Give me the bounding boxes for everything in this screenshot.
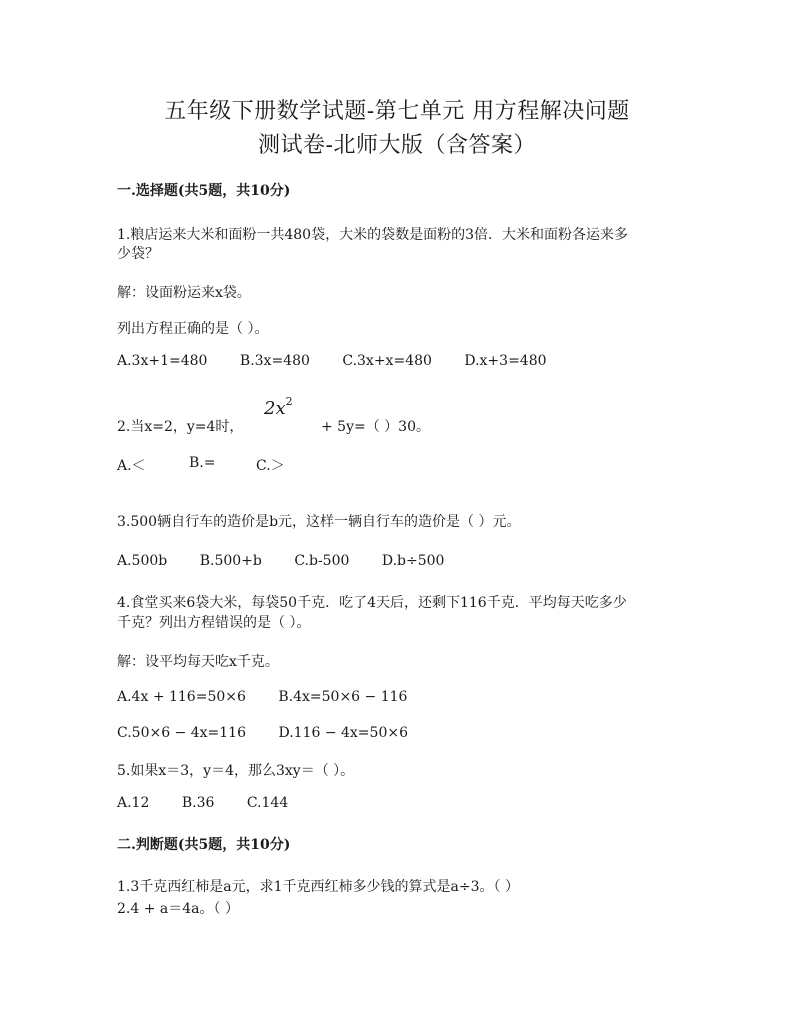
section-heading-choice: 一.选择题(共5题，共10分): [117, 183, 291, 199]
question-4-text-line1: 4.食堂买来6袋大米，每袋50千克．吃了4天后，还剩下116千克．平均每天吃多少: [117, 595, 627, 611]
question-1-text-line2: 少袋？: [117, 246, 159, 262]
option-d[interactable]: D.116 − 4x=50×6: [278, 725, 408, 741]
question-4-options-row1: [117, 689, 435, 705]
option-b[interactable]: B.500+b: [199, 553, 262, 569]
option-b[interactable]: B.4x=50×6 − 116: [278, 689, 408, 705]
formula-base: 2x: [264, 398, 286, 419]
question-3-text: 3.500辆自行车的造价是b元，这样一辆自行车的造价是（ ）元。: [117, 514, 521, 530]
question-1-options: [117, 353, 575, 369]
option-a[interactable]: A.12: [117, 795, 150, 811]
question-4-solution: 解：设平均每天吃x千克。: [117, 654, 279, 670]
option-b[interactable]: B.=: [189, 455, 216, 471]
question-2-suffix: + 5y=（ ）30。: [321, 419, 430, 435]
option-c[interactable]: C.b-500: [294, 553, 350, 569]
option-a[interactable]: A.3x+1=480: [117, 353, 208, 369]
option-a[interactable]: A.500b: [117, 553, 168, 569]
question-5-options: [117, 795, 316, 811]
option-b[interactable]: B.36: [181, 795, 215, 811]
option-c[interactable]: C.＞: [256, 458, 285, 474]
formula-exponent: 2: [285, 395, 293, 408]
option-a[interactable]: A.＜: [117, 458, 146, 474]
option-d[interactable]: D.b÷500: [381, 553, 445, 569]
judgement-question-1: 1.3千克西红柿是a元，求1千克西红柿多少钱的算式是a÷3。（ ）: [117, 879, 519, 895]
judgement-question-2: 2.4 + a＝4a。（ ）: [117, 901, 239, 917]
question-1-prompt: 列出方程正确的是（ ）。: [117, 321, 269, 337]
option-c[interactable]: C.144: [246, 795, 289, 811]
section-heading-judgement: 二.判断题(共5题，共10分): [117, 837, 291, 853]
option-c[interactable]: C.3x+x=480: [342, 353, 432, 369]
option-a[interactable]: A.4x + 116=50×6: [117, 689, 246, 705]
question-2-formula: [264, 397, 293, 419]
question-1-text-line1: 1.粮店运来大米和面粉一共480袋，大米的袋数是面粉的3倍．大米和面粉各运来多: [117, 227, 628, 243]
question-3-options: [117, 553, 472, 569]
question-1-solution: 解：设面粉运来x袋。: [117, 285, 251, 301]
option-d[interactable]: D.x+3=480: [464, 353, 547, 369]
option-b[interactable]: B.3x=480: [239, 353, 310, 369]
document-title-line1: 五年级下册数学试题-第七单元 用方程解决问题: [164, 99, 630, 124]
question-2-prefix: 2.当x=2，y=4时，: [117, 419, 244, 435]
option-c[interactable]: C.50×6 − 4x=116: [117, 725, 247, 741]
question-5-text: 5.如果x＝3，y＝4，那么3xy＝（ ）。: [117, 763, 355, 779]
question-4-text-line2: 千克？列出方程错误的是（ ）。: [117, 615, 311, 631]
question-4-options-row2: [117, 725, 436, 741]
document-title-line2: 测试卷-北师大版（含答案）: [258, 133, 536, 158]
